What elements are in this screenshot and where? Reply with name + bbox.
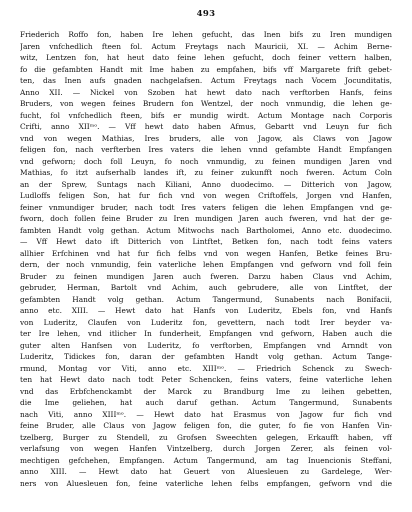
text-line: anno etc. XIII. — Hewt dato hat Hanfs von Luderitz, Ebels fon, vnd Hanfs xyxy=(20,306,392,315)
text-line: feiner vnmundiger bruder, nach todt Ires vaters feligen die lehen Empfangen vnd ge- xyxy=(20,202,392,212)
text-line: feine Bruder, alle Claus von Jagow feligen fon, die guter, fo fie von Hanfen Vin- xyxy=(20,421,392,430)
text-line: verlafsung von wegen Hanfen Vintzelberg, durch Jorgen Zerer, als feinen vol- xyxy=(20,444,392,453)
text-line: rmund, Montag vor Viti, anno etc. XIIIᵐᵒ. — Friedrich Schenck zu Swech- xyxy=(20,363,392,373)
text-line: feligen fon, nach verfterben Ires vaters die lehen vnnd gefambte Handt Empfangen xyxy=(20,145,392,154)
text-line: vnd das Erbfchenckambt der Marck zu Brandburg Ime zu leihen gebetten, xyxy=(20,386,392,396)
text-line: witz, Lentzen fon, hat heut dato feine lehen gefucht, doch feiner vettern halben, xyxy=(20,53,392,62)
text-line: an der Sprew, Suntags nach Kiliani, Anno duodecimo. — Ditterich von Jagow, xyxy=(20,179,392,189)
text-line: gefambten Handt volg gethan. Actum Tangermund, Sunabents nach Bonifacii, xyxy=(20,294,392,304)
text-line: Crifti, anno XIIᵐᵒ. — Vff hewt dato haben Afmus, Gebartt vnd Leuyn fur fich xyxy=(20,122,392,131)
text-line: guter alten Hanfsen von Luderitz, fo verftorben, Empfangen vnd Arnndt von xyxy=(20,340,392,350)
text-line: Friederich Roffo fon, haben Ire lehen gefucht, das Inen bifs zu Iren mundigen xyxy=(20,30,392,39)
body-text xyxy=(20,29,392,489)
text-line: gebruder, Herman, Bartolt vnd Achim, auch gebrudere, alle von Lintftet, der xyxy=(20,283,392,292)
text-line: Mathias, fo itzt aufserhalb landes ift, zu feiner zukunfft noch fweren. Actum Coln xyxy=(20,168,392,177)
text-line: ten hat Hewt dato nach todt Peter Schencken, feins vaters, feine vaterliche lehen xyxy=(20,375,392,384)
text-line: Bruder zu feinen mundigen Jaren auch fweren. Darzu haben Claus vnd Achim, xyxy=(20,271,392,281)
text-line: Anno XII. — Nickel von Szoben hat hewt dato nach verftorben Hanfs, feins xyxy=(20,87,392,97)
text-line: mechtigen gefchehen, Empfangen. Actum Tangermund, am tag Inuencionis Steffani, xyxy=(20,455,392,465)
page-number: 493 xyxy=(196,9,216,19)
text-line: tzelberg, Burger zu Stendell, zu Grofsen Sweechten gelegen, Erkaufft haben, vff xyxy=(20,432,392,442)
text-line: ten, das Inen aufs gnaden nachgelafsen. Actum Freytags nach Vocem Jocunditatis, xyxy=(20,76,392,85)
text-line: die Ime geliehen, hat auch daruf gethan. Actum Tangermund, Sunabents xyxy=(20,398,392,407)
text-line: vnd gefworn; doch foll Leuyn, fo noch vnmundig, zu feinen mundigen Jaren vnd xyxy=(20,156,392,166)
text-line: vnd von wegen Mathias, Ires bruders, alle von Jagow, als Claws von Jagow xyxy=(20,133,392,143)
text-line: fambten Handt volg gethan. Actum Mitwochs nach Bartholomei, Anno etc. duodecimo. xyxy=(20,225,392,235)
text-line: fo die gefambten Handt mit Ime haben zu empfahen, bifs vff Margarete frift gebet- xyxy=(20,64,392,74)
text-line: Bruders, von wegen feines Brudern fon Wentzel, der noch vnmundig, die lehen ge- xyxy=(20,99,392,108)
text-line: — Vff Hewt dato ift Ditterich von Lintftet, Betken fon, nach todt feins vaters xyxy=(20,237,392,246)
text-line: Ludloffs feligen Son, hat fur fich vnd von wegen Criftoffels, Jorgen vnd Hanfen, xyxy=(20,191,392,200)
text-line: ners von Aluesleuen fon, feine vaterliche lehen felbs empfangen, gefworn vnd die xyxy=(20,478,392,488)
text-line: nach Viti, anno XIIIᵐᵒ. — Hewt dato hat Erasmus von Jagow fur fich vnd xyxy=(20,409,392,419)
text-line: von Luderitz, Claufen von Luderitz fon, gevettern, nach todt Irer beyder va- xyxy=(20,317,392,327)
text-line: allhier Erfchinen vnd hat fur fich felbs vnd von wegen Hanfen, Betke feines Bru- xyxy=(20,248,392,258)
text-line: fucht, fol vnfchedlich fteen, bifs er mundig wirdt. Actum Montage nach Corporis xyxy=(20,110,392,120)
text-line: dern, der noch vnmundig, fein vaterliche lehen Empfangen vnd gefworn vnd foll fein xyxy=(20,260,392,269)
text-line: fworn, doch follen feine Bruder zu Iren mundigen Jaren auch fweren, vnd hat der ge- xyxy=(20,214,392,223)
text-line: Jaren vnfchedlich fteen fol. Actum Freytags nach Mauricii, XI. — Achim Berne- xyxy=(20,41,392,51)
text-line: anno XIII. — Hewt dato hat Geuert von Aluesleuen zu Gardelege, Wer- xyxy=(20,467,392,476)
text-line: ter Ire lehen, vnd itlicher In funderheit, Empfangen vnd gefworn, Haben auch die xyxy=(20,329,392,338)
text-line: Luderitz, Tidickes fon, daran der gefambten Handt volg gethan. Actum Tange- xyxy=(20,352,392,361)
